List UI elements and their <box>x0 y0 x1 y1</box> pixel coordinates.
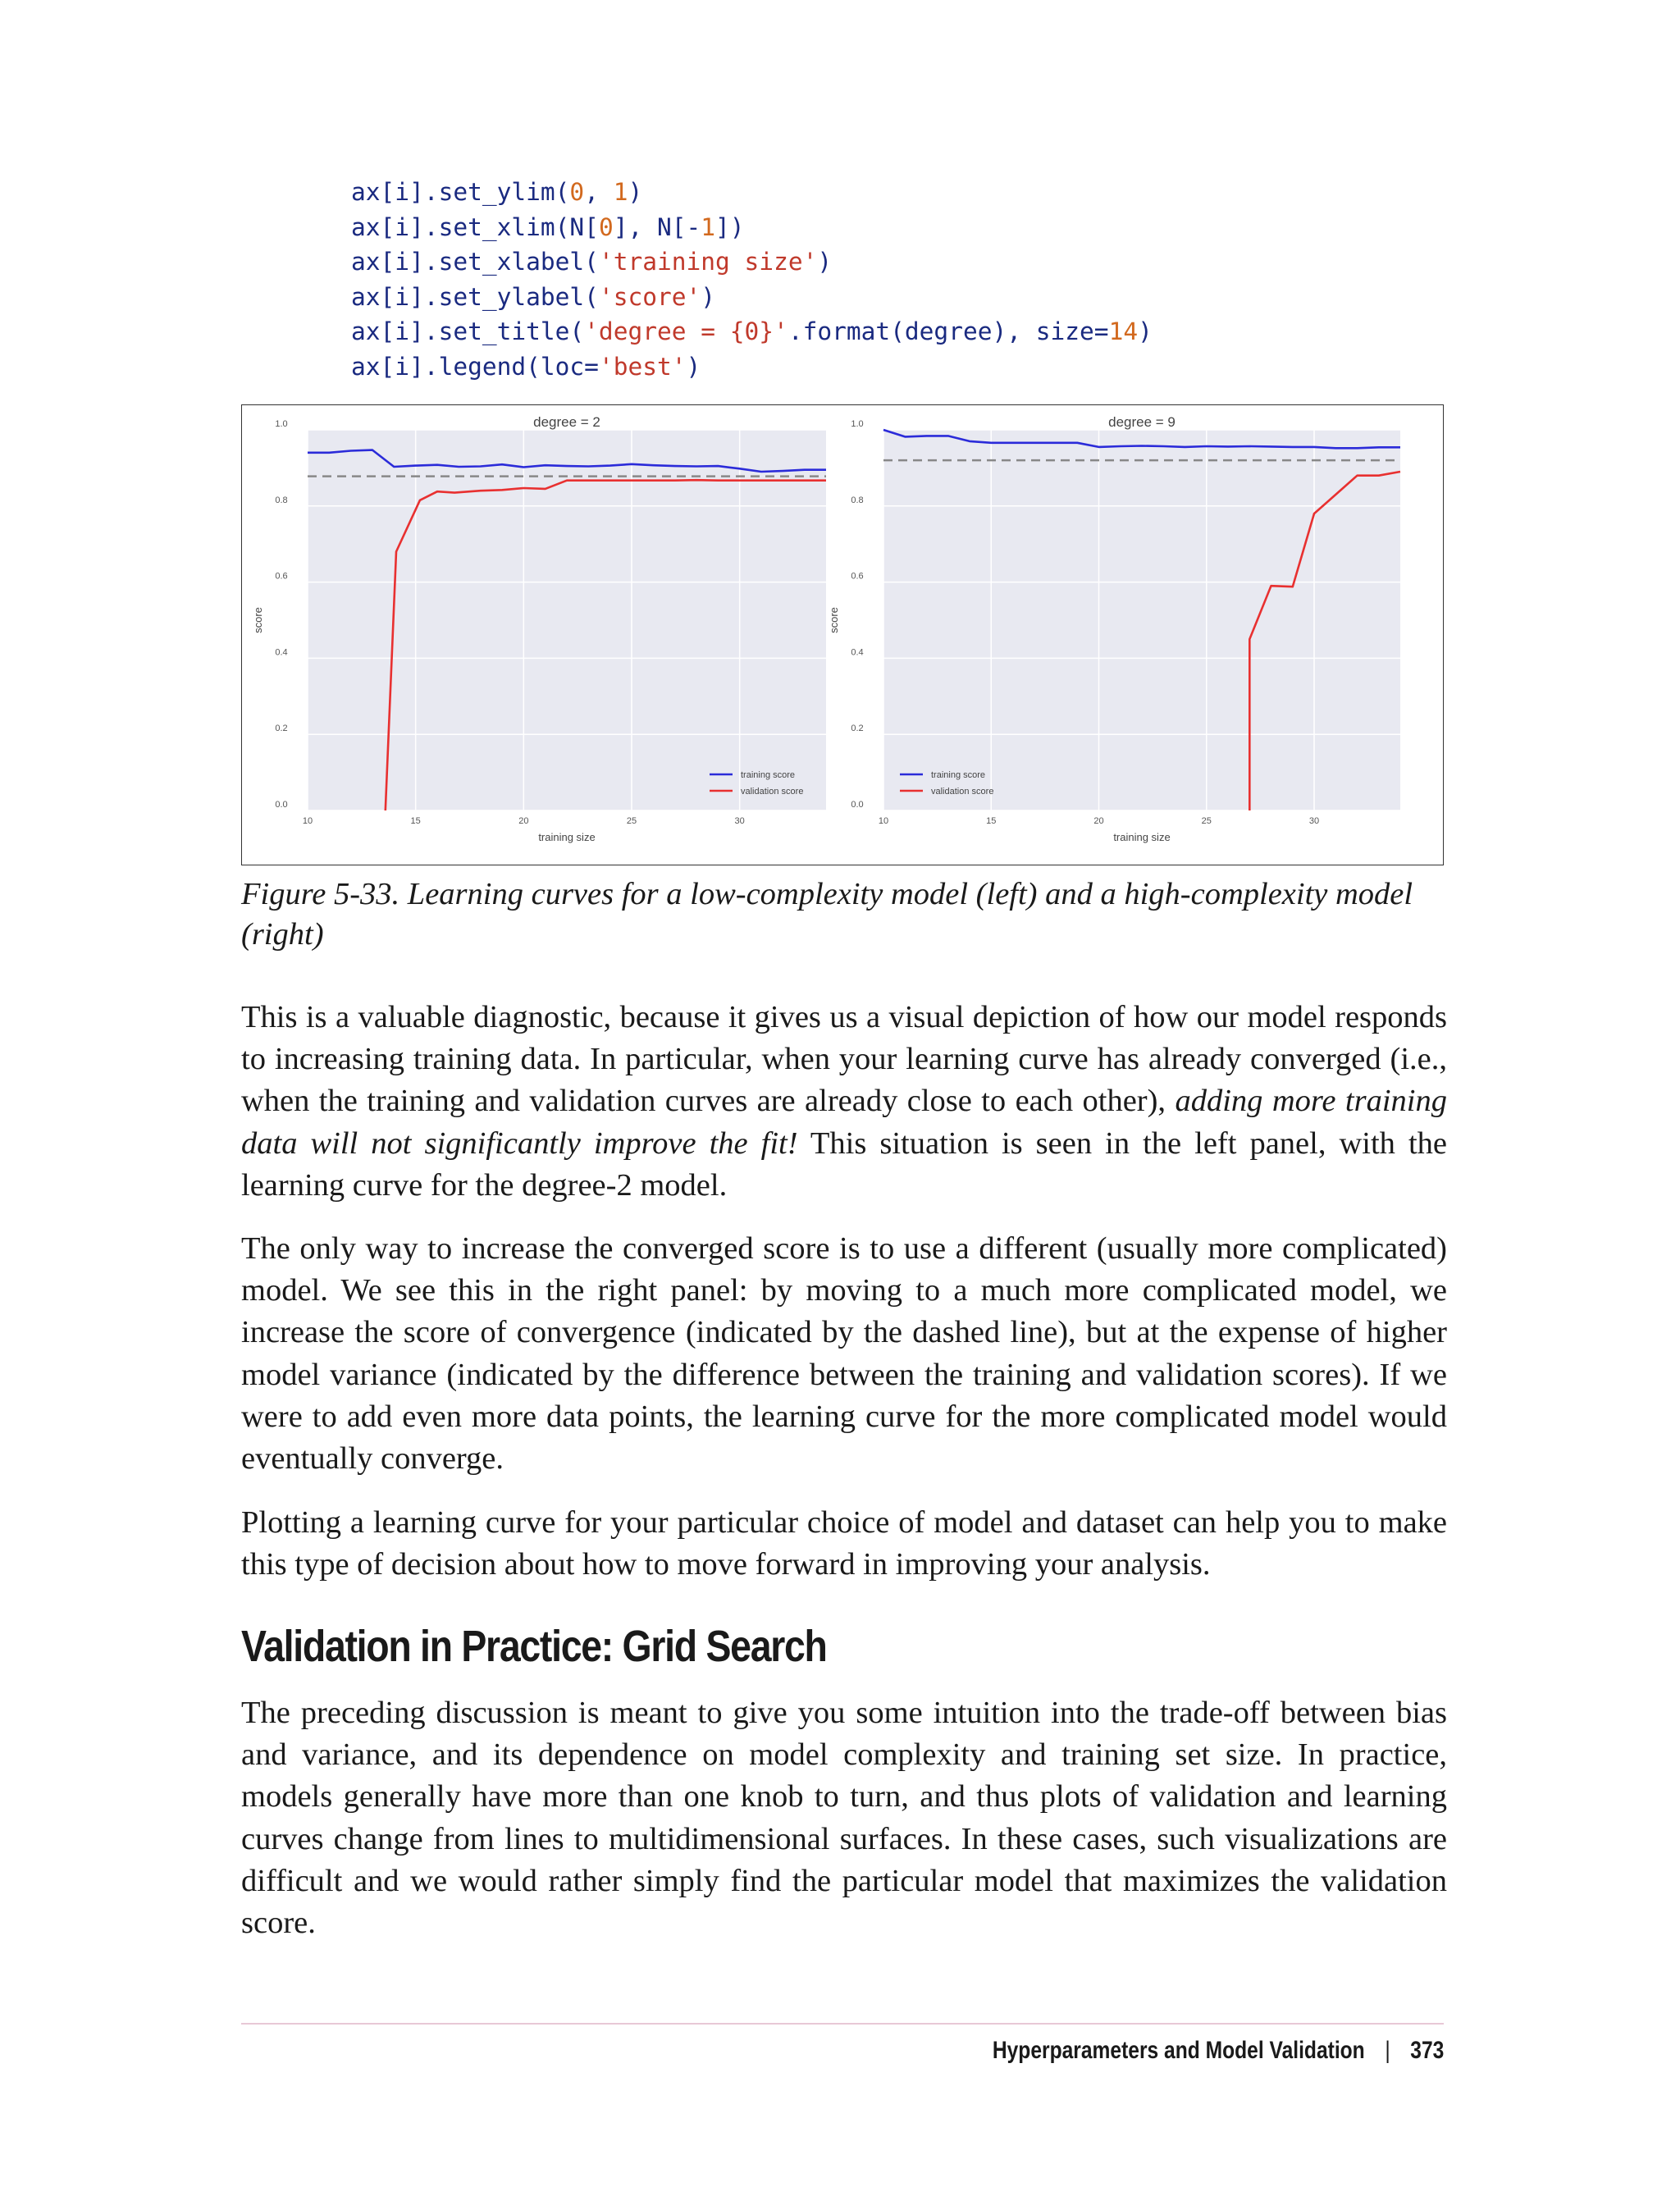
x-tick-label: 10 <box>302 816 313 826</box>
y-tick-label: 0.8 <box>275 495 288 505</box>
code-line: ax[i].set_ylim(0, 1) <box>351 178 643 206</box>
paragraph-3: Plotting a learning curve for your particular choice of model and dataset can help you to make this type of decision about how to move forward in improving your analysis. <box>241 1505 1447 1582</box>
y-tick-label: 0.6 <box>275 571 288 582</box>
x-axis-label: training size <box>1113 831 1171 843</box>
x-tick-label: 20 <box>518 816 529 826</box>
legend-label: validation score <box>741 787 804 797</box>
x-axis-label: training size <box>538 831 596 843</box>
code-block <box>351 175 1153 384</box>
legend-label: validation score <box>931 787 994 797</box>
paragraph-1-emphasis: adding more training data will not significantly improve the fit! <box>241 1084 1447 1161</box>
chart-title: degree = 2 <box>533 414 600 430</box>
footer-rule <box>241 2023 1444 2025</box>
x-tick-label: 25 <box>626 816 637 826</box>
y-tick-label: 0.8 <box>851 495 864 505</box>
code-line: ax[i].set_xlabel('training size') <box>351 248 833 276</box>
x-tick-label: 10 <box>878 816 889 826</box>
running-title: Hyperparameters and Model Validation <box>992 2037 1365 2064</box>
x-tick-label: 30 <box>734 816 745 826</box>
paragraph-4: The preceding discussion is meant to give you some intuition into the trade-off between bias and variance, and its dependence on model complexity and training set size. In practice, models generally have more than one knob to turn, and thus plots of validation and learning curves change from lines to multidimensional surfaces. In these cases, such visualizations are difficult and we would rather simply find the particular model that maximizes the validation score. <box>241 1696 1447 1941</box>
paragraph-2: The only way to increase the converged score is to use a different (usually more complicated) model. We see this in the right panel: by moving to a much more complicated model, we increase the score of convergence (indicated by the dashed line), but at the expense of higher model variance (indicated by the difference between the training and validation scores). If we were to add even more data points, the learning curve for the more complicated model would eventually converge. <box>241 1231 1447 1477</box>
page-number: 373 <box>1409 2037 1444 2064</box>
paragraph-1-text-b: This situation is seen in the left panel, with the learning curve for the degree-2 model. <box>241 1125 1447 1203</box>
x-tick-label: 25 <box>1201 816 1212 826</box>
x-tick-label: 15 <box>986 816 997 826</box>
y-tick-label: 0.2 <box>275 724 288 734</box>
learning-curves-figure <box>242 405 1445 866</box>
figure-caption: Figure 5-33. Learning curves for a low-complexity model (left) and a high-complexity model (right) <box>241 877 1413 952</box>
legend-label: training score <box>931 770 986 780</box>
paragraph-1-text-a: This is a valuable diagnostic, because it gives us a visual depiction of how our model responds to increasing training data. In particular, when your learning curve has already converged (i.e., when the training and validation curves are already close to each other), <box>241 1000 1447 1119</box>
paragraph-1 <box>241 997 1447 1207</box>
footer-separator: | <box>1384 2037 1390 2064</box>
code-line: ax[i].set_ylabel('score') <box>351 282 716 311</box>
x-tick-label: 20 <box>1093 816 1104 826</box>
figure-frame <box>241 404 1444 865</box>
y-tick-label: 1.0 <box>851 419 864 429</box>
code-line: ax[i].set_xlim(N[0], N[-1]) <box>351 212 745 241</box>
code-line: ax[i].legend(loc='best') <box>351 352 701 381</box>
y-tick-label: 1.0 <box>275 419 288 429</box>
y-tick-label: 0.4 <box>851 647 864 658</box>
x-tick-label: 30 <box>1308 816 1320 826</box>
plot-area <box>308 430 826 810</box>
y-tick-label: 0.4 <box>275 647 288 658</box>
y-tick-label: 0.6 <box>851 571 864 582</box>
page-footer <box>992 2034 1444 2067</box>
y-axis-label: score <box>252 607 264 633</box>
y-axis-label: score <box>828 607 840 633</box>
y-tick-label: 0.0 <box>275 800 288 810</box>
legend-label: training score <box>741 770 796 780</box>
section-heading: Validation in Practice: Grid Search <box>241 1622 827 1671</box>
chart-title: degree = 9 <box>1108 414 1176 430</box>
y-tick-label: 0.0 <box>851 800 864 810</box>
x-tick-label: 15 <box>410 816 421 826</box>
code-line: ax[i].set_title('degree = {0}'.format(degree), size=14) <box>351 317 1153 345</box>
y-tick-label: 0.2 <box>851 724 864 734</box>
plot-area <box>883 430 1400 810</box>
